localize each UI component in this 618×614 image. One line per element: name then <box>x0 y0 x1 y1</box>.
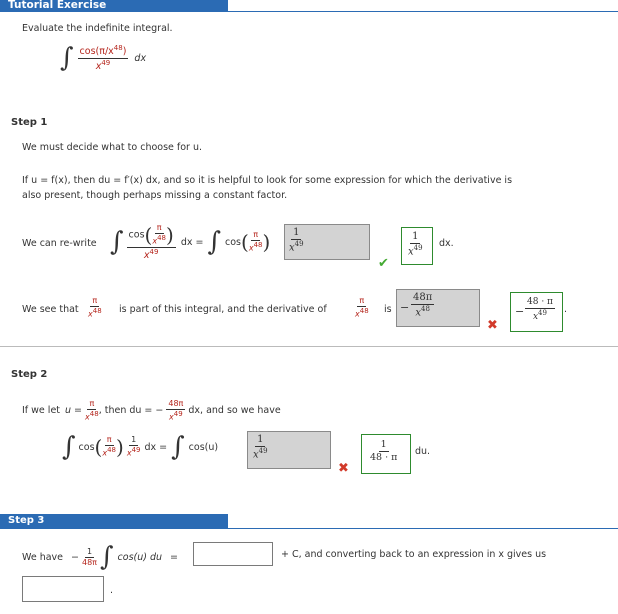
step1-label: Step 1 <box>11 117 48 128</box>
integral-sign-icon: ∫ <box>207 227 222 258</box>
step3-label: Step 3 <box>8 515 45 526</box>
answer-box-3[interactable]: $\frac{1}{x^{49}}$ <box>247 431 331 469</box>
cross-icon: ✖ <box>487 318 498 333</box>
problem-instruction: Evaluate the indefinite integral. <box>22 23 173 34</box>
cross-icon: ✖ <box>338 461 349 476</box>
tutorial-header <box>0 0 228 11</box>
see-label: We see that <box>22 304 79 315</box>
check-icon: ✔ <box>378 256 389 271</box>
correct-answer-3: $\frac{1}{48 \cdot \pi}$ <box>361 434 411 474</box>
step1-p2a: If u = f(x), then du = f′(x) dx, and so it is helpful to look for some expression for which the derivative is <box>22 175 513 186</box>
see-mid: is part of this integral, and the derivative of <box>119 304 327 315</box>
step2-integral-line: ∫ cos ( $\frac{\pi}{x48}$ ) $\frac{1}{x49}$ dx = ∫ cos(u) <box>62 432 219 462</box>
answer-box-2[interactable]: − $\frac{48\pi}{x^{48}}$ <box>396 289 480 327</box>
rewrite-dx-end: dx. <box>439 238 454 249</box>
tutorial-title: Tutorial Exercise <box>8 0 107 11</box>
step2-let-line: If we let u = $\frac{\pi}{x48}$ , then du = − $\frac{48\pi}{x49}$ dx, and so we have <box>22 399 281 422</box>
answer-input-2[interactable] <box>22 576 104 602</box>
integral-sign-icon: ∫ <box>171 432 185 462</box>
answer-input-1[interactable] <box>193 542 273 566</box>
see-frac-1: $\frac{\pi}{x48}$ <box>88 296 102 319</box>
step3-rule <box>0 528 618 529</box>
step1-p1: We must decide what to choose for u. <box>22 142 203 153</box>
step2-label: Step 2 <box>11 369 48 380</box>
see-frac-2: $\frac{\pi}{x48}$ <box>355 296 369 319</box>
correct-answer-2: − $\frac{48 \cdot \pi}{x^{49}}$ <box>510 292 563 332</box>
header-rule <box>0 11 618 12</box>
problem-dx: dx <box>134 52 147 64</box>
step3-have-line: We have − $\frac{1}{48\pi}$ ∫ cos(u) du = <box>22 542 178 572</box>
problem-integral <box>60 43 147 74</box>
step1-p2b: also present, though perhaps missing a constant factor. <box>22 190 288 201</box>
step3-header <box>0 514 228 528</box>
see-period: . <box>564 304 568 315</box>
step2-du-end: du. <box>415 446 431 457</box>
step3-period: . <box>110 585 114 596</box>
rewrite-dx-eq: dx = <box>180 236 204 248</box>
rewrite-label: We can re-write <box>22 238 97 249</box>
integral-sign-icon: ∫ <box>62 432 76 462</box>
step3-tail: + C, and converting back to an expression in x gives us <box>281 549 547 560</box>
see-is: is <box>384 304 392 315</box>
problem-fraction: $\frac{\cos(\pi/x^{48})}{x^{49}}$ <box>79 44 127 72</box>
integral-sign-icon: ∫ <box>110 227 124 258</box>
step-divider-1 <box>0 346 618 347</box>
integral-sign-icon: ∫ <box>60 43 74 74</box>
answer-box-1[interactable]: $\frac{1}{x^{49}}$ <box>284 224 370 260</box>
correct-answer-1: $\frac{1}{x^{49}}$ <box>401 227 433 265</box>
integral-sign-icon: ∫ <box>99 542 114 572</box>
rewrite-lhs: ∫ cos( $\frac{\pi}{x48}$ ) $x^{49}$ dx = ∫ cos ( $\frac{\pi}{x48}$ ) <box>110 222 271 261</box>
